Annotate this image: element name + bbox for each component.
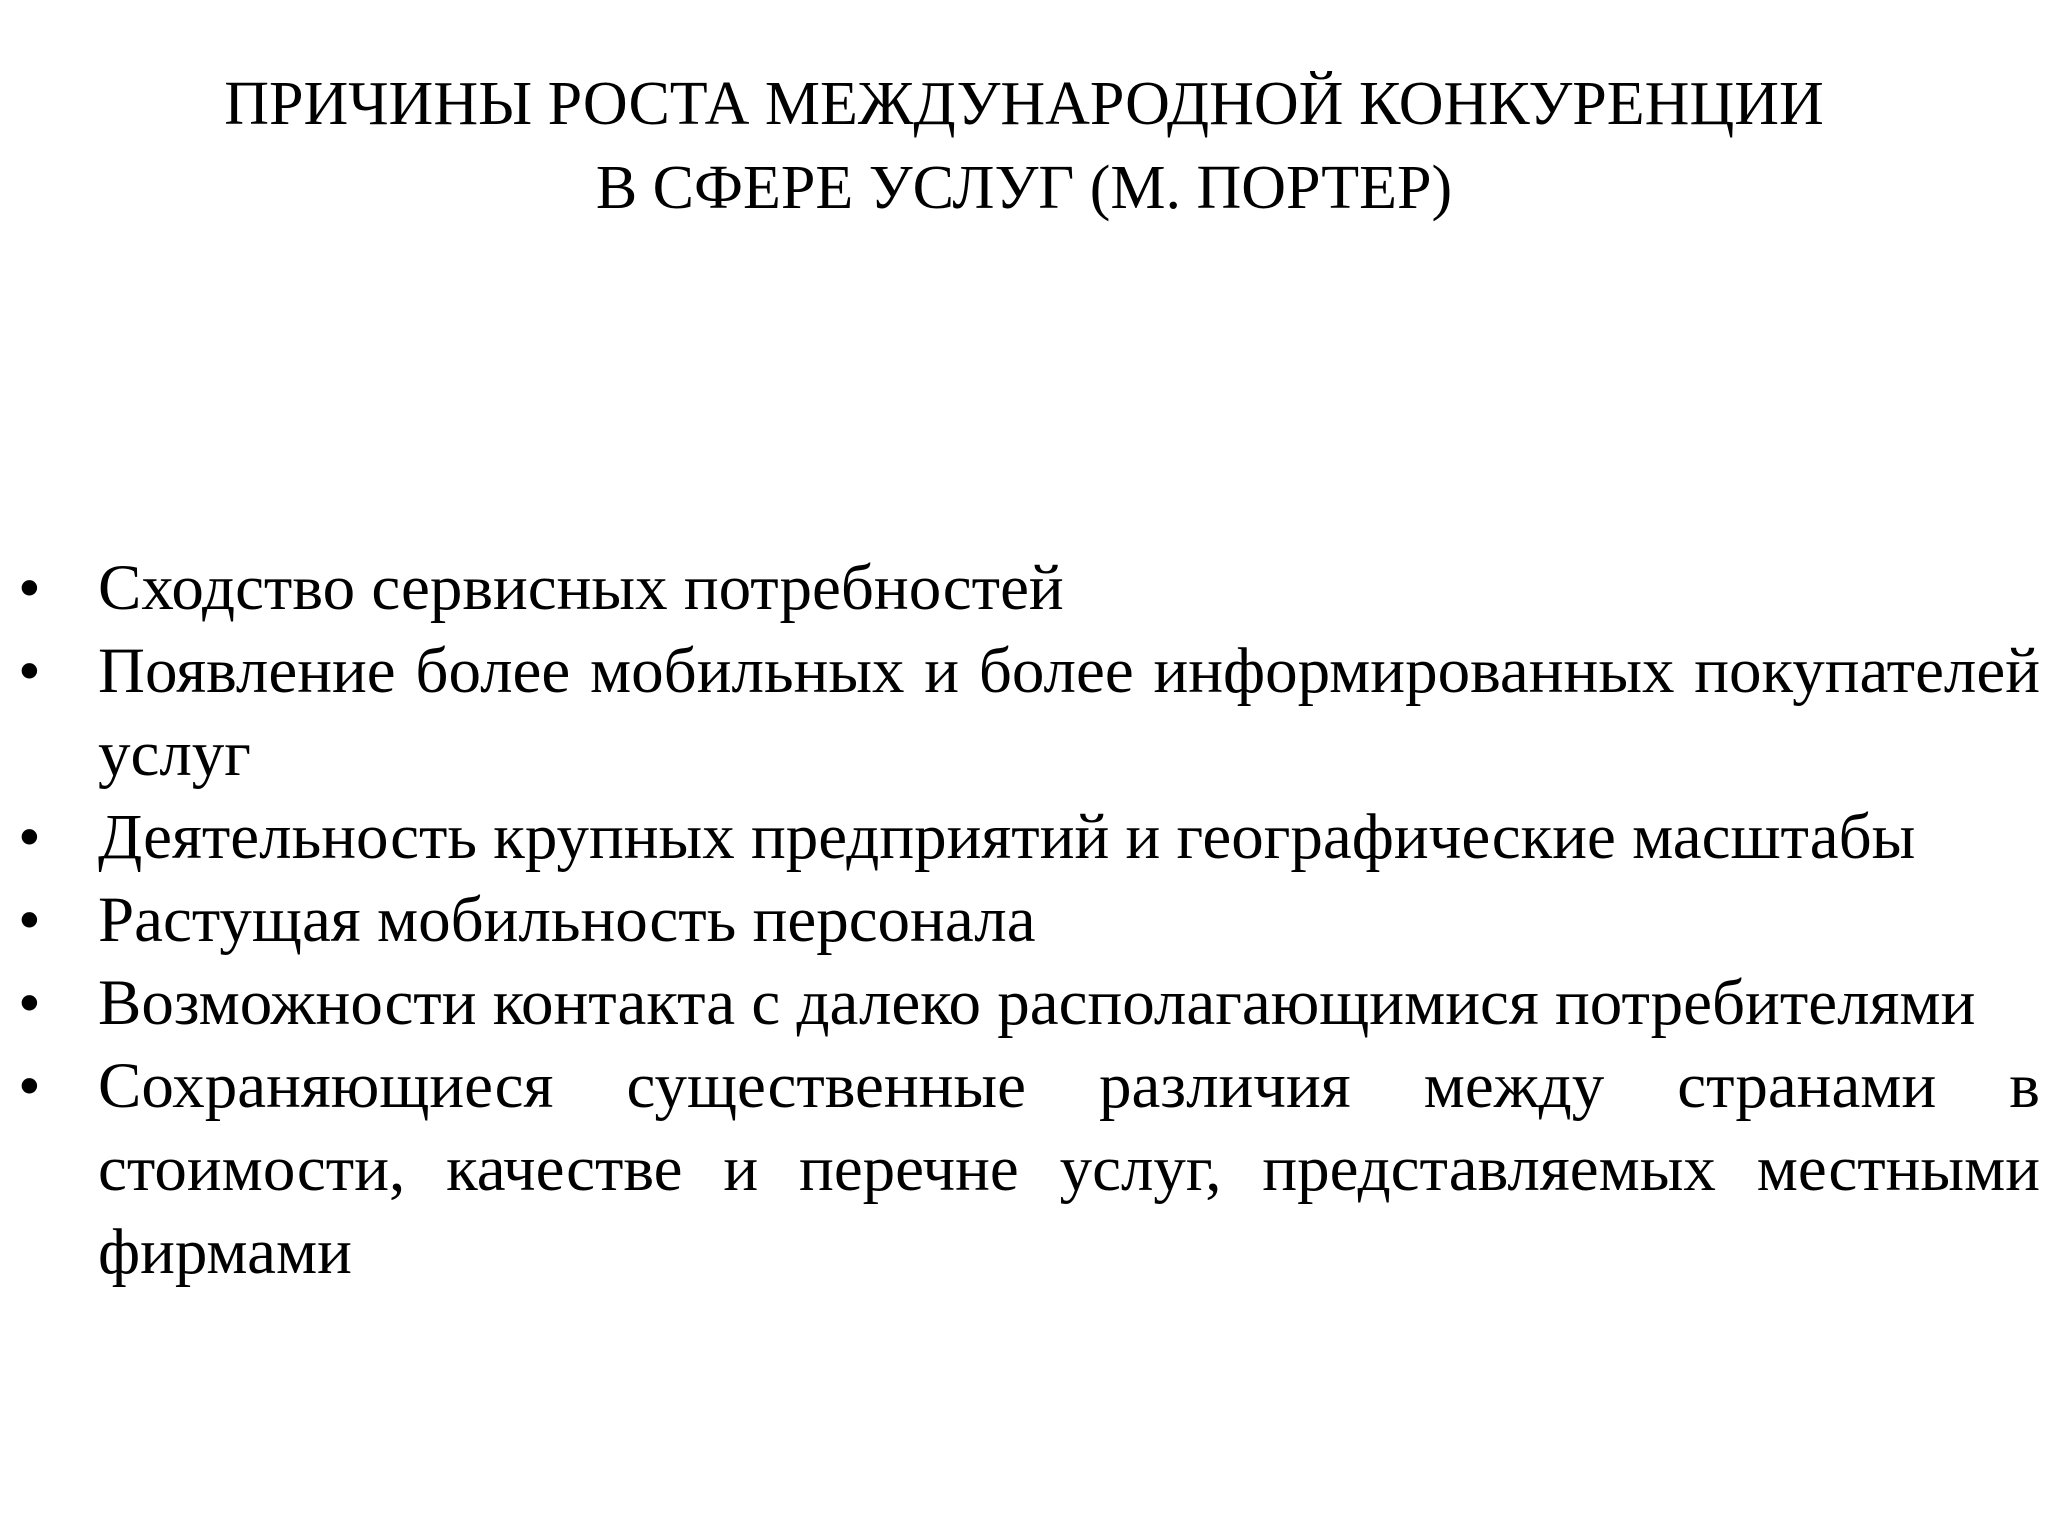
slide-title (100, 62, 1948, 230)
bullet-icon: • (18, 552, 41, 624)
bullet-text-4: Растущая мобильность персонала (98, 884, 1036, 956)
bullet-icon: • (18, 967, 41, 1039)
bullet-text-3: Деятельность крупных предприятий и географические масштабы (98, 801, 1916, 873)
bullet-icon: • (18, 635, 41, 707)
bullet-icon: • (18, 801, 41, 873)
slide-title-line-2: В СФЕРЕ УСЛУГ (М. ПОРТЕР) (595, 154, 1453, 222)
bullet-text-1: Сходство сервисных потребностей (98, 552, 1064, 624)
bullet-item-5 (0, 962, 2040, 1045)
bullet-text-5: Возможности контакта с далеко располагающимися потребителями (98, 967, 1976, 1039)
bullet-item-3 (0, 796, 2040, 879)
bullet-text-2: Появление более мобильных и более информированных покупателей услуг (98, 635, 2040, 790)
slide-title-line-1: ПРИЧИНЫ РОСТА МЕЖДУНАРОДНОЙ КОНКУРЕНЦИИ (224, 70, 1824, 138)
bullet-item-4 (0, 879, 2040, 962)
bullet-item-2 (0, 630, 2040, 796)
bullet-text-6: Сохраняющиеся существенные различия между странами в стоимости, качестве и перечне услуг, представляемых местными фирмами (98, 1050, 2040, 1288)
bullet-item-6 (0, 1045, 2040, 1294)
bullet-icon: • (18, 884, 41, 956)
bullet-list (0, 547, 2040, 1294)
bullet-item-1 (0, 547, 2040, 630)
bullet-icon: • (18, 1050, 41, 1122)
